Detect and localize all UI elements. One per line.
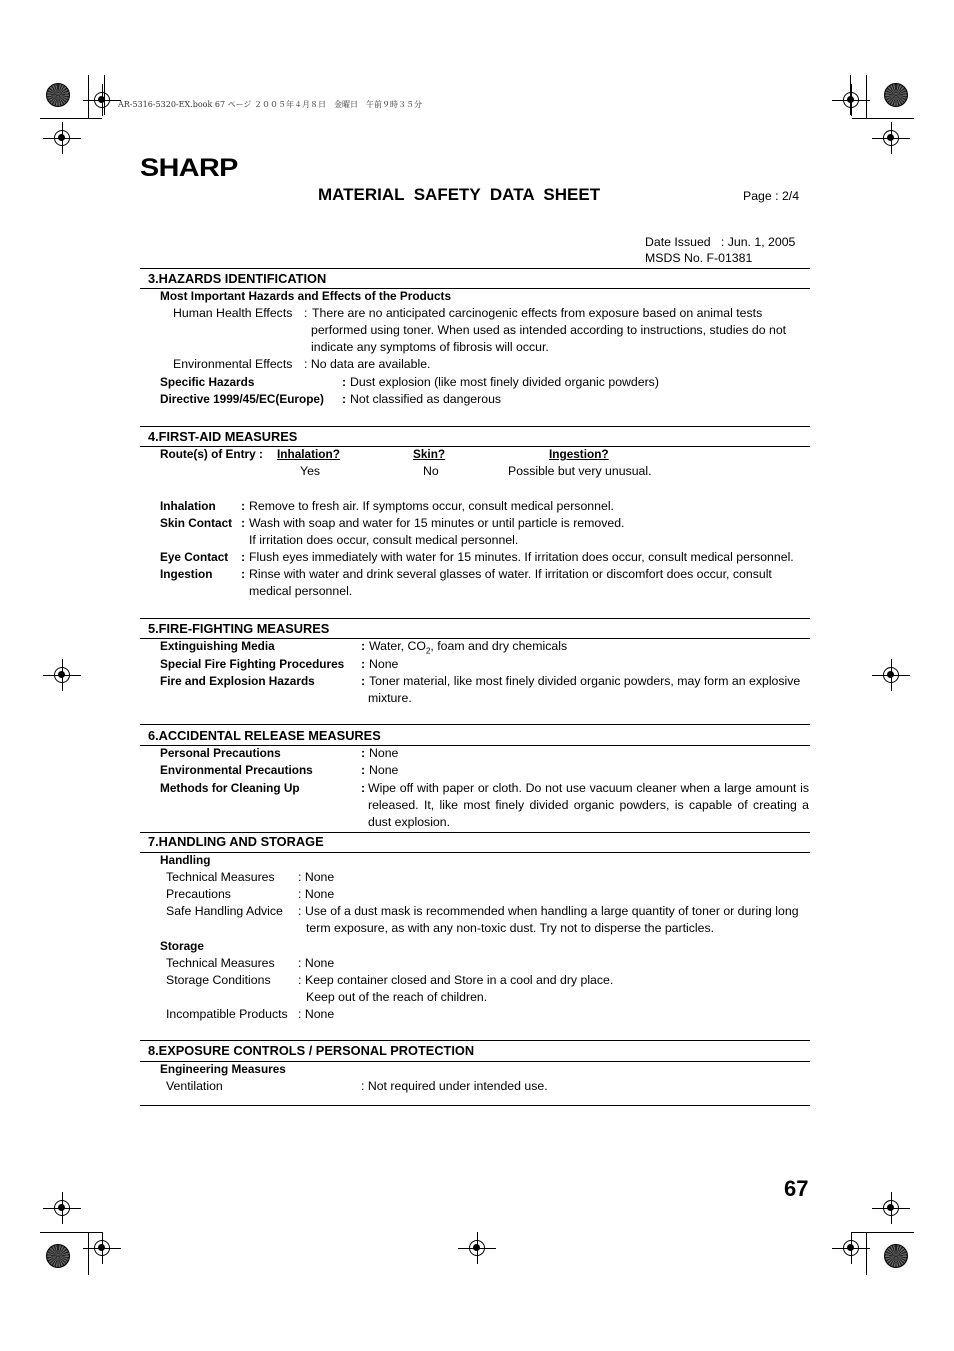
field-label: Special Fire Fighting Procedures xyxy=(160,657,345,671)
color-target-icon xyxy=(46,83,70,107)
section-heading-hazards: 3.HAZARDS IDENTIFICATION xyxy=(148,271,327,286)
field-label: Precautions xyxy=(166,887,231,901)
section-heading-first-aid: 4.FIRST-AID MEASURES xyxy=(148,429,298,444)
registration-mark-icon xyxy=(883,667,899,683)
field-label: Ventilation xyxy=(166,1079,223,1093)
field-label: Directive 1999/45/EC(Europe) xyxy=(160,392,324,406)
field-label: Eye Contact xyxy=(160,550,229,564)
field-label: Environmental Effects xyxy=(173,357,293,371)
cell-value: Possible but very unusual. xyxy=(508,464,652,478)
registration-mark-icon xyxy=(469,1240,485,1256)
colon: : xyxy=(298,904,302,918)
field-label: Skin Contact xyxy=(160,516,233,530)
colon: : xyxy=(361,639,366,653)
section-heading-exposure-controls: 8.EXPOSURE CONTROLS / PERSONAL PROTECTION xyxy=(148,1043,475,1058)
page-number: 67 xyxy=(784,1176,809,1201)
color-target-icon xyxy=(884,83,908,107)
field-value: : None xyxy=(298,887,335,901)
field-value: None xyxy=(369,763,399,777)
field-label: Human Health Effects xyxy=(173,306,293,320)
registration-mark-icon xyxy=(54,667,70,683)
field-value: : No data are available. xyxy=(304,357,431,371)
field-value: Keep container closed and Store in a cool and dry place. xyxy=(305,973,614,987)
field-label: Storage Conditions xyxy=(166,973,271,987)
field-label: Personal Precautions xyxy=(160,746,281,760)
colon: : xyxy=(241,567,246,581)
divider xyxy=(140,618,810,619)
field-value: : None xyxy=(298,870,335,884)
field-label: Extinguishing Media xyxy=(160,639,275,653)
field-value: Not classified as dangerous xyxy=(350,392,502,406)
field-label: Incompatible Products xyxy=(166,1007,288,1021)
field-value: term exposure, as with any non-toxic dust. Try not to disperse the particles. xyxy=(306,921,715,935)
field-value: mixture. xyxy=(368,691,412,705)
divider xyxy=(140,1105,810,1106)
field-label: Route(s) of Entry : xyxy=(160,447,263,461)
colon: : xyxy=(342,392,347,406)
field-value: : None xyxy=(298,1007,335,1021)
registration-mark-icon xyxy=(843,92,859,108)
field-value: Wash with soap and water for 15 minutes or until particle is removed. xyxy=(249,516,625,530)
field-value: performed using toner. When used as intended according to instructions, studies do not xyxy=(311,323,787,337)
field-value: medical personnel. xyxy=(249,584,353,598)
field-value: Keep out of the reach of children. xyxy=(306,990,488,1004)
colon: : xyxy=(361,746,366,760)
subheading: Handling xyxy=(160,853,211,867)
cell-value: No xyxy=(423,464,439,478)
field-label: Specific Hazards xyxy=(160,375,255,389)
date-issued: Date Issued : Jun. 1, 2005 xyxy=(645,235,796,249)
field-value: Toner material, like most finely divided organic powders, may form an explosive xyxy=(369,674,801,688)
registration-mark-icon xyxy=(94,92,110,108)
field-value: None xyxy=(369,746,399,760)
colon: : xyxy=(361,763,366,777)
divider xyxy=(140,268,810,269)
column-header: Inhalation? xyxy=(277,447,340,461)
field-value: : Not required under intended use. xyxy=(361,1079,548,1093)
field-label: Technical Measures xyxy=(166,870,275,884)
cell-value: Yes xyxy=(300,464,321,478)
field-value: : None xyxy=(298,956,335,970)
subheading: Storage xyxy=(160,939,204,953)
subheading: Engineering Measures xyxy=(160,1062,286,1076)
section-heading-handling-storage: 7.HANDLING AND STORAGE xyxy=(148,834,324,849)
registration-mark-icon xyxy=(843,1240,859,1256)
colon: : xyxy=(298,973,302,987)
field-value: Water, $CO_2$, foam and dry chemicals xyxy=(369,639,568,656)
colon: : xyxy=(361,657,366,671)
colon: : xyxy=(304,306,308,320)
field-label: Methods for Cleaning Up xyxy=(160,781,300,795)
field-label: Technical Measures xyxy=(166,956,275,970)
color-target-icon xyxy=(884,1244,908,1268)
colon: : xyxy=(361,674,366,688)
colon: : xyxy=(241,516,246,530)
field-label: Ingestion xyxy=(160,567,213,581)
field-label: Fire and Explosion Hazards xyxy=(160,674,315,688)
field-value: Rinse with water and drink several glasses of water. If irritation or discomfort does occur, consult xyxy=(249,567,772,581)
registration-mark-icon xyxy=(54,1200,70,1216)
colon: : xyxy=(361,781,366,795)
colon: : xyxy=(241,499,246,513)
field-value: Use of a dust mask is recommended when handling a large quantity of toner or during long xyxy=(305,904,799,918)
field-label: Safe Handling Advice xyxy=(166,904,283,918)
color-target-icon xyxy=(46,1244,70,1268)
registration-mark-icon xyxy=(883,1200,899,1216)
section-heading-accidental-release: 6.ACCIDENTAL RELEASE MEASURES xyxy=(148,728,381,743)
field-value: None xyxy=(369,657,399,671)
sharp-logo: SHARP xyxy=(140,154,238,182)
field-value: If irritation does occur, consult medical personnel. xyxy=(249,533,519,547)
document-title: MATERIAL SAFETY DATA SHEET xyxy=(318,185,601,204)
field-value: Dust explosion (like most finely divided organic powders) xyxy=(350,375,659,389)
print-header: AR-5316-5320-EX.book 67 ページ ２００５年４月８日 金曜日 午前９時３５分 xyxy=(118,100,422,109)
divider xyxy=(140,852,810,853)
divider xyxy=(140,724,810,725)
registration-mark-icon xyxy=(94,1240,110,1256)
field-value: indicate any symptoms of fibrosis will occur. xyxy=(311,340,549,354)
field-value: Remove to fresh air. If symptoms occur, consult medical personnel. xyxy=(249,499,614,513)
field-value: Flush eyes immediately with water for 15 minutes. If irritation does occur, consult medical personnel. xyxy=(249,550,794,564)
divider xyxy=(140,1040,810,1041)
field-value: Wipe off with paper or cloth. Do not use vacuum cleaner when a large amount is released. It, like most finely divided organic powders, is capable of creating a dust explosion. xyxy=(368,781,809,829)
field-label: Inhalation xyxy=(160,499,216,513)
subheading: Most Important Hazards and Effects of the Products xyxy=(160,289,452,303)
section-heading-fire-fighting: 5.FIRE-FIGHTING MEASURES xyxy=(148,621,330,636)
field-value: There are no anticipated carcinogenic effects from exposure based on animal tests xyxy=(312,306,763,320)
registration-mark-icon xyxy=(54,130,70,146)
column-header: Skin? xyxy=(413,447,446,461)
column-header: Ingestion? xyxy=(549,447,609,461)
msds-number: MSDS No. F-01381 xyxy=(645,251,753,265)
registration-mark-icon xyxy=(883,130,899,146)
page-label: Page : 2/4 xyxy=(743,189,800,203)
colon: : xyxy=(241,550,246,564)
field-label: Environmental Precautions xyxy=(160,763,313,777)
divider xyxy=(140,426,810,427)
colon: : xyxy=(342,375,347,389)
